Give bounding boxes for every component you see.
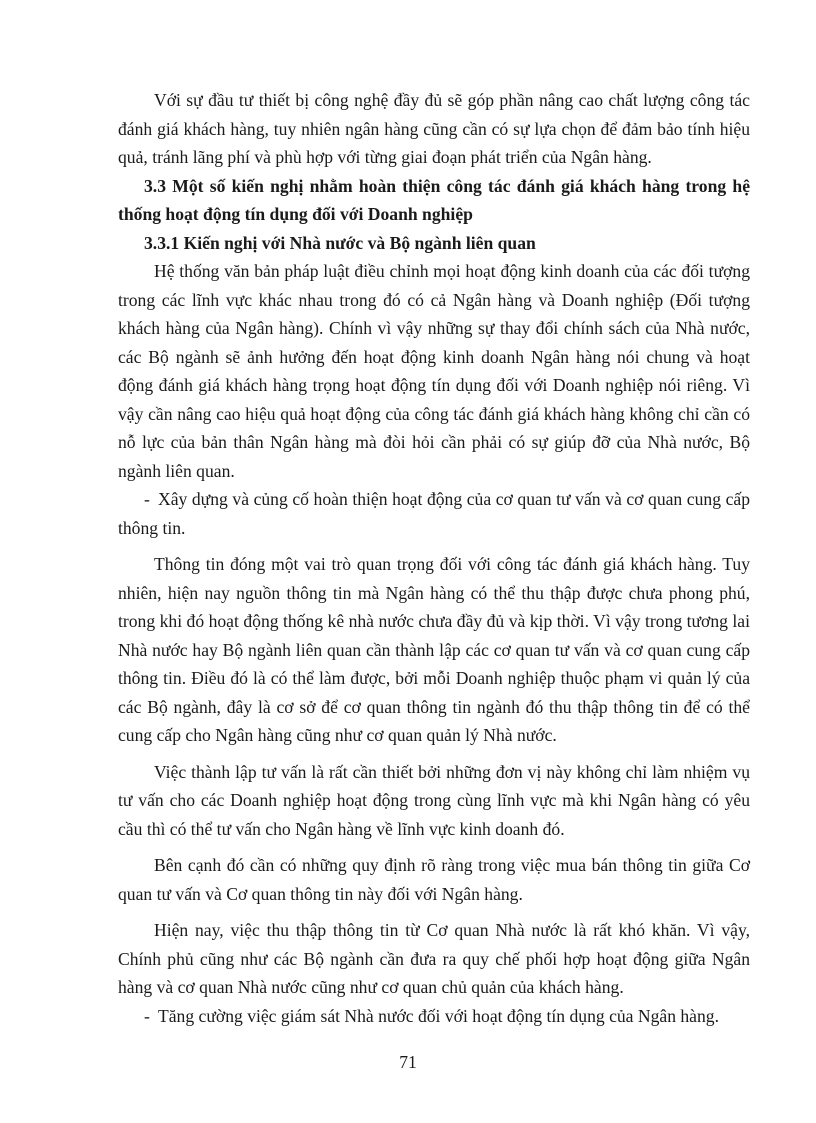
- paragraph: Bên cạnh đó cần có những quy định rõ ràng trong việc mua bán thông tin giữa Cơ quan tư vấn và Cơ quan thông tin này đối với Ngân hàng.: [118, 855, 750, 904]
- paragraph: Thông tin đóng một vai trò quan trọng đối với công tác đánh giá khách hàng. Tuy nhiên, hiện nay nguồn thông tin mà Ngân hàng có thể thu thập được chưa phong phú, trong khi đó hoạt động thống kê nhà nước chưa đầy đủ và kịp thời. Vì vậy trong tương lai Nhà nước hay Bộ ngành liên quan cần thành lập các cơ quan tư vấn và cơ quan cung cấp thông tin. Điều đó là có thể làm được, bởi mỗi Doanh nghiệp thuộc phạm vi quản lý của các Bộ ngành, đây là cơ sở để cơ quan thông tin ngành đó thu thập thông tin để có thể cung cấp cho Ngân hàng cũng như cơ quan quản lý Nhà nước.: [118, 554, 750, 745]
- bullet-text: Tăng cường việc giám sát Nhà nước đối với hoạt động tín dụng của Ngân hàng.: [158, 1005, 719, 1026]
- section-heading-3-3: 3.3 Một số kiến nghị nhằm hoàn thiện công tác đánh giá khách hàng trong hệ thống hoạt động tín dụng đối với Doanh nghiệp: [118, 175, 750, 224]
- paragraph: Với sự đầu tư thiết bị công nghệ đầy đủ sẽ góp phần nâng cao chất lượng công tác đánh giá khách hàng, tuy nhiên ngân hàng cũng cần có sự lựa chọn để đảm bảo tính hiệu quả, tránh lãng phí và phù hợp với từng giai đoạn phát triển của Ngân hàng.: [118, 90, 750, 167]
- paragraph: Việc thành lập tư vấn là rất cần thiết bởi những đơn vị này không chỉ làm nhiệm vụ tư vấn cho các Doanh nghiệp hoạt động trong cùng lĩnh vực mà khi Ngân hàng có yêu cầu thì có thể tư vấn cho Ngân hàng về lĩnh vực kinh doanh đó.: [118, 761, 750, 839]
- bullet-dash: -: [144, 489, 150, 509]
- document-body: [118, 86, 750, 1030]
- paragraph: Hệ thống văn bản pháp luật điều chỉnh mọi hoạt động kinh doanh của các đối tượng trong các lĩnh vực khác nhau trong đó có cả Ngân hàng và Doanh nghiệp (Đối tượng khách hàng của Ngân hàng). Chính vì vậy những sự thay đổi chính sách của Nhà nước, các Bộ ngành sẽ ảnh hưởng đến hoạt động kinh doanh Ngân hàng nói chung và hoạt động đánh giá khách hàng trọng hoạt động tín dụng đối với Doanh nghiệp nói riêng. Vì vậy cần nâng cao hiệu quả hoạt động của công tác đánh giá khách hàng không chỉ cần có nỗ lực của bản thân Ngân hàng mà đòi hỏi cần phải có sự giúp đỡ của Nhà nước, Bộ ngành liên quan.: [118, 261, 750, 481]
- bullet-dash: -: [144, 1005, 150, 1026]
- bullet-text: Xây dựng và củng cố hoàn thiện hoạt động của cơ quan tư vấn và cơ quan cung cấp thông tin.: [118, 489, 750, 538]
- paragraph: Hiện nay, việc thu thập thông tin từ Cơ quan Nhà nước là rất khó khăn. Vì vậy, Chính phủ cũng như các Bộ ngành cần đưa ra quy chế phối hợp hoạt động giữa Ngân hàng và cơ quan Nhà nước cũng như cơ quan chủ quản của khách hàng.: [118, 920, 750, 997]
- subsection-heading-3-3-1: 3.3.1 Kiến nghị với Nhà nước và Bộ ngành liên quan: [144, 232, 536, 253]
- bullet-item: [118, 1002, 750, 1031]
- bullet-item: [118, 485, 750, 542]
- page-number: 71: [399, 1052, 417, 1072]
